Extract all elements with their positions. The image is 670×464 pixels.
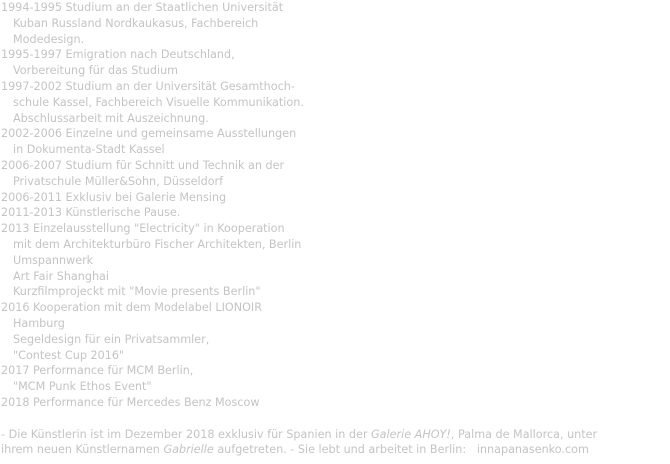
cv-entry-heading: 2016 Kooperation mit dem Modelabel LIONOIR xyxy=(1,301,262,315)
cv-entry-line: in Dokumenta-Stadt Kassel xyxy=(13,143,165,157)
artist-name: Gabrielle xyxy=(163,443,214,457)
cv-entry-line: Kuban Russland Nordkaukasus, Fachbereich xyxy=(13,16,259,30)
cv-entry-heading: 1997-2002 Studium an der Universität Gesamthoch- xyxy=(1,79,295,93)
cv-entry-heading: 2002-2006 Einzelne und gemeinsame Ausstellungen xyxy=(1,127,297,141)
cv-entry-line: Modedesign. xyxy=(13,32,85,46)
cv-entry-heading: 2013 Einzelausstellung "Electricity" in Kooperation xyxy=(1,222,285,236)
cv-entry xyxy=(1,190,669,206)
closing-text: aufgetreten. - Sie lebt und arbeitet in Berlin: xyxy=(213,443,467,457)
cv-entry-heading: 2011-2013 Künstlerische Pause. xyxy=(1,206,181,220)
cv-entry xyxy=(1,300,669,363)
closing-text: , Palma de Mallorca, unter xyxy=(450,427,598,441)
cv-entry-line: Umspannwerk xyxy=(13,253,94,267)
cv-entry-heading: 2006-2011 Exklusiv bei Galerie Mensing xyxy=(1,190,227,204)
gallery-name: Galerie AHOY! xyxy=(371,427,451,441)
cv-entry-line: Abschlussarbeit mit Auszeichnung. xyxy=(13,111,209,125)
cv-entry xyxy=(1,363,669,395)
closing-paragraph xyxy=(1,427,669,459)
cv-entry-heading: 1995-1997 Emigration nach Deutschland, xyxy=(1,48,235,62)
cv-entry xyxy=(1,47,669,79)
cv-entry-line: "Contest Cup 2016" xyxy=(13,348,125,362)
cv-entry-line: Art Fair Shanghai xyxy=(13,269,110,283)
closing-text: ihrem neuen Künstlernamen xyxy=(1,443,164,457)
cv-entry-line: Vorbereitung für das Studium xyxy=(13,64,179,78)
cv-entry-line: Kurzfilmprojeckt mit "Movie presents Berlin" xyxy=(13,285,261,299)
cv-entry xyxy=(1,0,669,47)
closing-line-2 xyxy=(1,442,669,458)
cv-entry xyxy=(1,126,669,158)
cv-entry xyxy=(1,395,669,411)
cv-entry-line: Hamburg xyxy=(13,316,65,330)
closing-line-1 xyxy=(1,427,669,443)
cv-entry-heading: 1994-1995 Studium an der Staatlichen Universität xyxy=(1,1,284,14)
cv-entry xyxy=(1,79,669,126)
cv-entry-line: "MCM Punk Ethos Event" xyxy=(13,380,152,394)
cv-entry xyxy=(1,158,669,190)
cv-entry-heading: 2006-2007 Studium für Schnitt und Technik an der xyxy=(1,158,285,172)
cv-entry xyxy=(1,221,669,300)
cv-entry-line: Privatschule Müller&Sohn, Düsseldorf xyxy=(13,174,224,188)
website-link[interactable]: innapanasenko.com xyxy=(476,443,589,457)
spacer xyxy=(1,411,669,427)
cv-entry-heading: 2018 Performance für Mercedes Benz Moscow xyxy=(1,395,260,409)
biography xyxy=(1,0,669,458)
cv-entry-line: Segeldesign für ein Privatsammler, xyxy=(13,332,210,346)
cv-entry-heading: 2017 Performance für MCM Berlin, xyxy=(1,364,194,378)
cv-entry-line: mit dem Architekturbüro Fischer Architekten, Berlin xyxy=(13,237,302,251)
closing-text: - Die Künstlerin ist im Dezember 2018 exklusiv für Spanien in der xyxy=(1,427,372,441)
cv-entry-line: schule Kassel, Fachbereich Visuelle Kommunikation. xyxy=(13,95,304,109)
cv-entry xyxy=(1,205,669,221)
